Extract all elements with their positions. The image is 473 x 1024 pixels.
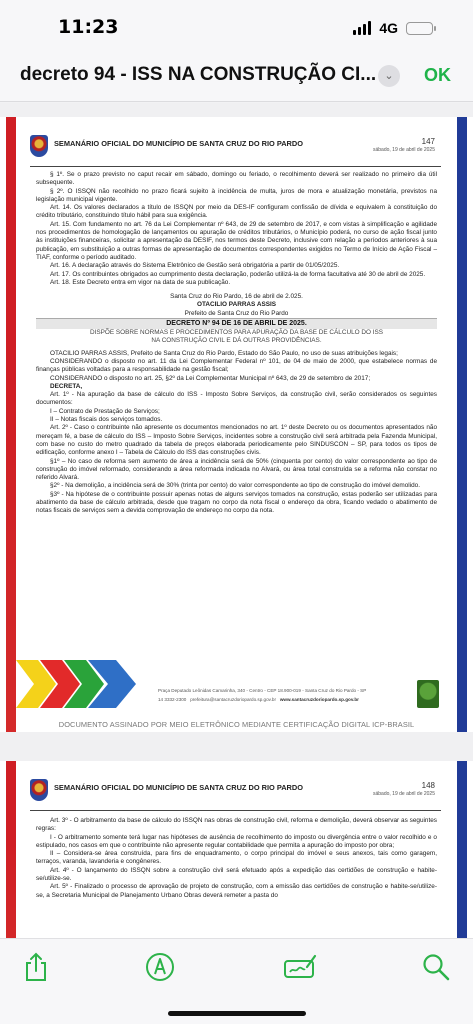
footer-phone: 14 3332-2300 [158,697,187,702]
paragraph: § 1º. Se o prazo previsto no caput recair em sábado, domingo ou feriado, o recolhimento deverá ser realizado no primeiro dia útil subsequente. [36,171,437,187]
gazette-title: SEMANÁRIO OFICIAL DO MUNICÍPIO DE SANTA CRUZ DO RIO PARDO [54,783,303,792]
bottom-toolbar [0,938,473,1024]
paragraph: Art. 18. Este Decreto entra em vigor na data de sua publicação. [50,278,231,286]
page-number: 148 [421,781,435,790]
municipal-crest-icon [30,135,48,157]
page-number: 147 [421,137,435,146]
page-header [30,135,441,167]
paragraph: OTACILIO PARRAS ASSIS, Prefeito de Santa Cruz do Rio Pardo, Estado do São Paulo, no uso de suas atribuições legais; [50,349,398,357]
footer-address: Praça Deputado Leônidas Camarinha, 340 - Centro - CEP 18.900-019 - Santa Cruz do Rio Pardo - SP [158,688,367,693]
document-page [0,117,473,732]
paragraph: II – Considera-se área construída, para fins de enquadramento, o corpo principal do imóvel e seus anexos, tais como garagem, terraços, varanda, lavanderia e congêneres. [36,850,437,866]
page-stripe-blue [457,761,467,938]
page-stripe-red [6,761,16,938]
municipal-crest-icon [30,779,48,801]
gazette-arrows-logo [16,656,151,712]
signature-role: Prefeito de Santa Cruz do Rio Pardo [184,309,289,317]
gazette-title: SEMANÁRIO OFICIAL DO MUNICÍPIO DE SANTA CRUZ DO RIO PARDO [54,139,303,148]
status-indicators [353,20,433,36]
page-body [36,817,437,900]
signature-icon[interactable] [282,949,318,985]
signal-icon [353,21,371,35]
paragraph: II – Notas fiscais dos serviços tomados. [50,416,163,424]
home-indicator[interactable] [168,1011,306,1016]
page-footer-contacts [158,686,398,704]
page-body [36,171,437,516]
paragraph: CONSIDERANDO o disposto no art. 11 da Lei Complementar Federal nº 101, de 04 de maio de 2000, que estabelece normas de finanças públicas voltadas para a responsabilidade na gestão fiscal; [36,357,437,374]
paragraph: I – Contrato de Prestação de Serviços; [50,407,160,415]
document-title[interactable]: decreto 94 - ISS NA CONSTRUÇÃO CI... [20,64,377,85]
document-page [0,761,473,938]
page-date: sábado, 19 de abril de 2025 [373,791,435,797]
paragraph: Art. 16. A declaração através do Sistema Eletrônico de Gestão será obrigatória a partir de 01/05/2025. [50,262,340,270]
paragraph: §1º – No caso de reforma sem aumento de área a incidência será de 50% (cinquenta por cento) do valor correspondente ao tipo de construção do imóvel reformado, considerando a área reformada indicada no Alvará, ou área total construída se a reforma não constar no referido Alvará. [36,457,437,482]
ok-button[interactable]: OK [424,65,451,85]
document-scroll-area[interactable] [0,103,473,938]
paragraph: Art. 3º - O arbitramento da base de cálculo do ISSQN nas obras de construção civil, reforma e demolição, deverá observar as seguintes regras: [36,817,437,833]
footer-contact-line [158,695,398,704]
clock: 11:23 [58,16,119,38]
signature-name: OTACILIO PARRAS ASSIS [196,301,277,309]
signature-place: Santa Cruz do Rio Pardo, 16 de abril de 2.025. [170,293,303,301]
share-icon[interactable] [18,949,54,985]
battery-icon [406,22,433,35]
paragraph: Art. 2º - Caso o contribuinte não apresente os documentos mencionados no art. 1º deste Decreto ou os documentos apresentados não mereçam fé, a base de cálculo do ISS – Imposto Sobre Serviços, incidentes sobre a construção civil será arbitrada pela Fazenda Municipal, com base no custo do metro quadrado da tabela de preços elaborada periodicamente pelo SINDUSCON – SP, para todos os tipos de edificação, conforme anexo I – Tabela de Cálculo do ISS das construções civis. [36,424,437,457]
status-bar [0,0,473,58]
paragraph: §3º - Na hipótese de o contribuinte possuir apenas notas de alguns serviços tomados na construção, estas poderão ser utilizadas para abatimento da base de cálculo arbitrada, desde que tragam no corpo da nota fiscal o endereço da obra, ficando vedado o abatimento de notas fiscais de serviços sem a devida comprovação de endereço no corpo da nota. [36,490,437,515]
page-stripe-blue [457,117,467,732]
paragraph: § 2º. O ISSQN não recolhido no prazo ficará sujeito à incidência de multa, juros de mora e atualização monetária, previstos na legislação municipal vigente. [36,187,437,203]
paragraph: DECRETA, [50,382,83,390]
paragraph: Art. 5º - Finalizado o processo de aprovação de projeto de construção, com a emissão das certidões de construção e habite-se/utilize-se, a Secretaria Municipal de Planejamento Urbano Obras deverá remeter a pasta do [36,883,437,899]
decree-subtitle: NA CONSTRUÇÃO CIVIL E DÁ OUTRAS PROVIDÊNCIAS. [151,337,322,345]
page-stripe-red [6,117,16,732]
search-icon[interactable] [418,949,454,985]
paragraph: Art. 14. Os valores declarados a título de ISSQN por meio da DES-IF configuram confissão de dívida e equivalem à constituição do crédito tributário, constituindo título hábil para sua exigência. [36,204,437,220]
network-label: 4G [379,20,398,36]
paragraph: I - O arbitramento somente terá lugar nas hipóteses de ausência de recolhimento do imposto ou divergência entre o valor recolhido e o estipulado, nos casos em que o contribuinte não apresente regular contabilidade que permita a apuração do imposto por obra; [36,833,437,849]
markup-icon[interactable] [142,949,178,985]
footer-website: www.santacruzdoriopardo.sp.gov.br [279,697,359,702]
municipal-logo-icon [417,680,439,708]
paragraph: Art. 1º - Na apuração da base de cálculo do ISS - Imposto Sobre Serviços, da construção civil, serão considerados os seguintes documentos: [36,391,437,407]
paragraph: Art. 4º - O lançamento do ISSQN sobre a construção civil será efetuado após a expedição das certidões de construção e habite-se/utilize-se. [36,866,437,883]
decree-title: DECRETO Nº 94 DE 16 DE ABRIL DE 2025. [36,318,437,329]
page-header [30,779,441,811]
decree-subtitle: DISPÕE SOBRE NORMAS E PROCEDIMENTOS PARA APURAÇÃO DA BASE DE CÁLCULO DO ISS [89,329,384,337]
nav-bar [0,58,473,102]
footer-email: prefeitura@santacruzdoriopardo.sp.gov.br [190,697,276,702]
paragraph: §2º - Na demolição, a incidência será de 30% (trinta por cento) do valor correspondente ao tipo de construção do imóvel demolido. [50,482,421,490]
paragraph: Art. 15. Com fundamento no art. 76 da Lei Complementar nº 643, de 29 de setembro de 2017, e com vistas à simplificação e agilidade nos procedimentos de homologação de lançamentos ou apuração de créditos tributários, o Município poderá, no curso de ação fiscal junto às instituições financeiras, solicitar a apresentação da DESIF, nos termos deste Decreto, inclusive com relação a períodos anteriores à sua publicação, em substituição a outras formas de apresentação de documentos correspondentes exigidos no Termo de Início de Ação Fiscal – TIAF, conforme o período auditado. [36,220,437,261]
paragraph: Art. 17. Os contribuintes obrigados ao cumprimento desta declaração, poderão utilizá-la de forma facultativa até 30 de abril de 2025. [50,270,426,278]
paragraph: CONSIDERANDO o disposto no art. 25, §2º da Lei Complementar Municipal nº 643, de 29 de setembro de 2017; [50,374,371,382]
page-date: sábado, 19 de abril de 2025 [373,147,435,153]
digital-signature-note: DOCUMENTO ASSINADO POR MEIO ELETRÔNICO MEDIANTE CERTIFICAÇÃO DIGITAL ICP-BRASIL [58,720,415,729]
chevron-down-icon[interactable]: ⌄ [378,65,400,87]
